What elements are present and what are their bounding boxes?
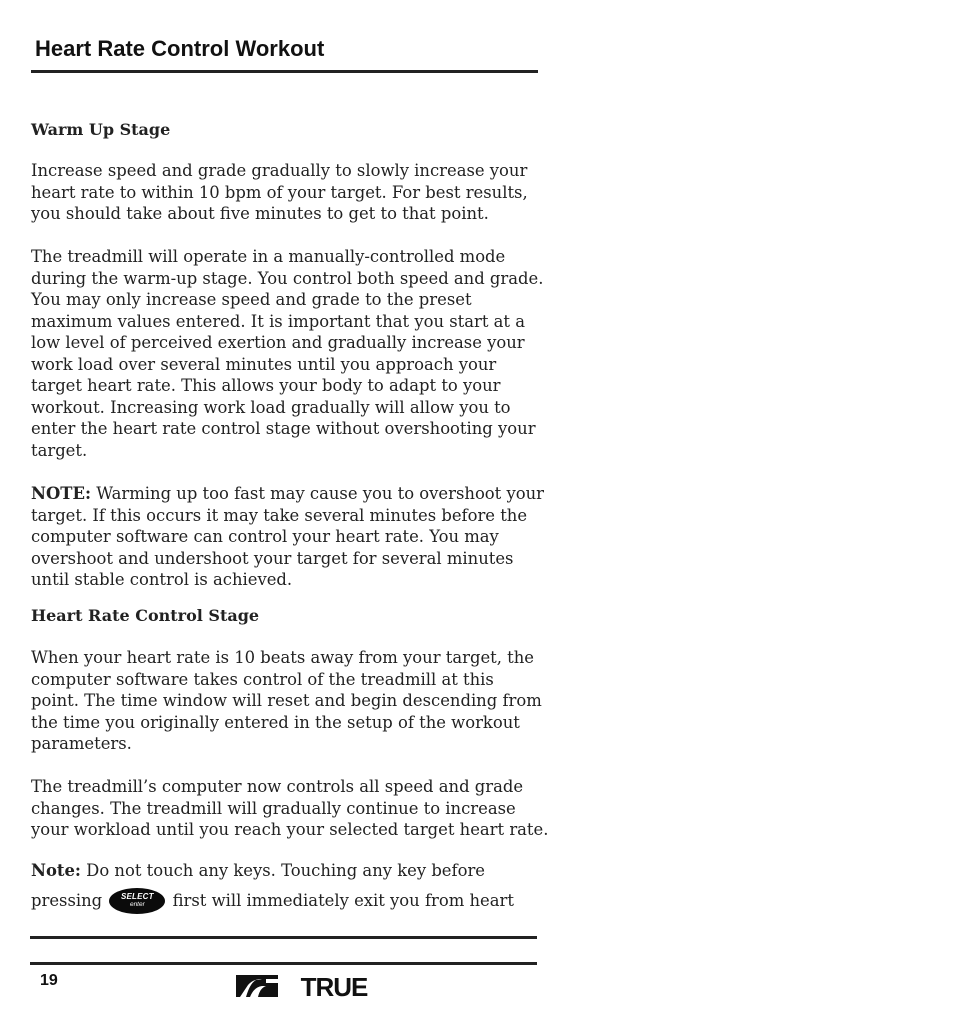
text-line: computer software takes control of the treadmill at this (31, 669, 494, 689)
text-line: The treadmill’s computer now controls all speed and grade (31, 777, 524, 796)
note-text: Do not touch any keys. Touching any key before (80, 861, 485, 880)
text-line: during the warm-up stage. You control both speed and grade. (31, 268, 544, 288)
text-line: target. (31, 440, 88, 460)
note-first-line (31, 483, 543, 505)
note-label: Note: (31, 861, 81, 880)
text-line: target heart rate. This allows your body to adapt to your (31, 376, 501, 395)
logo-text: TRUE (300, 975, 368, 997)
hr-control-paragraph-1 (31, 647, 543, 755)
warm-up-paragraph-2 (31, 246, 543, 461)
hr-control-note (31, 860, 543, 882)
text-line: low level of perceived exertion and gradually increase your (31, 333, 525, 352)
note-text-after: first will immediately exit you from heart (172, 891, 514, 910)
text-line: parameters. (31, 734, 132, 753)
warm-up-heading: Warm Up Stage (31, 120, 171, 139)
text-line: work load over several minutes until you approach your (31, 354, 497, 374)
text-line: the time you originally entered in the setup of the workout (31, 712, 520, 732)
select-enter-key-icon (109, 888, 165, 914)
text-line: changes. The treadmill will gradually continue to increase (31, 798, 516, 818)
text-line: computer software can control your heart rate. You may (31, 527, 499, 546)
note-text: Warming up too fast may cause you to overshoot your (91, 484, 544, 503)
text-line: workout. Increasing work load gradually will allow you to (31, 397, 511, 417)
text-line: When your heart rate is 10 beats away from your target, the (31, 648, 534, 667)
text-line: your workload until you reach your selected target heart rate. (31, 820, 549, 839)
text-line: until stable control is achieved. (31, 570, 293, 589)
page-title: Heart Rate Control Workout (35, 36, 325, 61)
footer-divider-lower (30, 962, 537, 965)
note-first-line (31, 860, 543, 882)
warm-up-paragraph-1 (31, 160, 543, 225)
text-line: enter the heart rate control stage without overshooting your (31, 419, 536, 438)
select-key-label: SELECT (120, 891, 154, 901)
text-line: point. The time window will reset and begin descending from (31, 691, 542, 710)
text-line: maximum values entered. It is important that you start at a (31, 311, 525, 331)
hr-control-note-line-2 (31, 888, 543, 915)
text-line: heart rate to within 10 bpm of your target. For best results, (31, 182, 528, 202)
hr-control-paragraph-2 (31, 776, 549, 841)
page-number: 19 (40, 972, 58, 989)
text-line: Increase speed and grade gradually to slowly increase your (31, 161, 528, 180)
note-label: NOTE: (31, 484, 92, 503)
enter-key-label: enter (129, 900, 145, 908)
header-divider (31, 70, 538, 73)
text-line: You may only increase speed and grade to the preset (31, 290, 472, 309)
text-line: you should take about five minutes to get to that point. (31, 204, 489, 223)
text-line: target. If this occurs it may take several minutes before the (31, 505, 528, 525)
hr-control-heading: Heart Rate Control Stage (31, 606, 260, 625)
text-line: overshoot and undershoot your target for several minutes (31, 548, 514, 568)
text-line: The treadmill will operate in a manually-controlled mode (31, 247, 506, 266)
warm-up-note (31, 483, 543, 591)
true-logo-icon (236, 975, 390, 997)
note-text-before: pressing (31, 891, 103, 910)
true-logo-emblem (236, 975, 278, 997)
footer-divider-upper (30, 936, 537, 939)
